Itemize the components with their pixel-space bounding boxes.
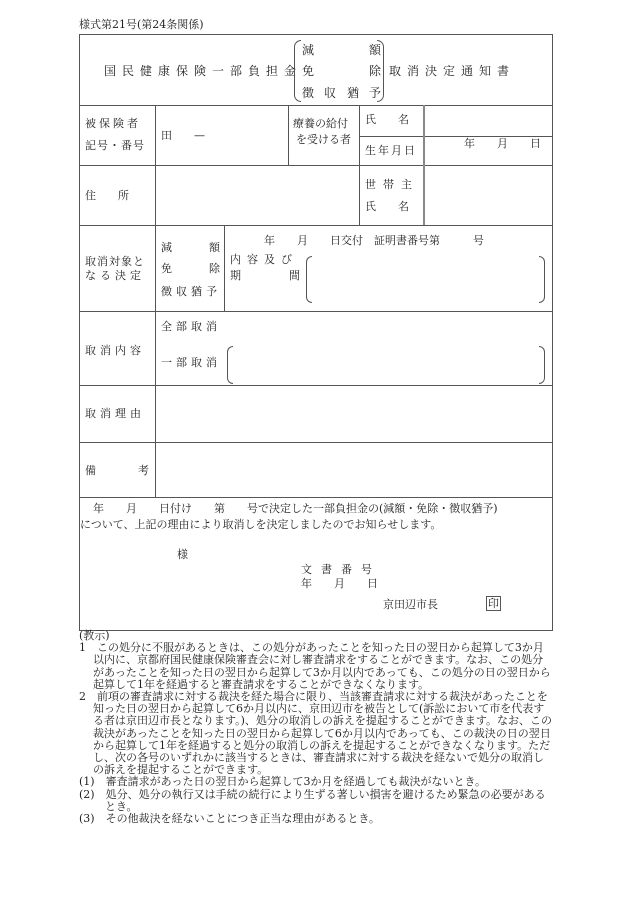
name-field[interactable]: [425, 106, 551, 135]
issuer-name: 京田辺市長: [383, 598, 438, 611]
remarks-label: 備: [85, 464, 96, 477]
title-suffix: 取消決定通知書: [389, 64, 516, 78]
household-head-label-1: 世帯主: [365, 178, 419, 191]
issue-date-label: 年 月 日: [301, 577, 378, 590]
instructions: [79, 630, 554, 825]
target-decision-label-2: なる決定: [85, 269, 145, 282]
content-period-label-3: 間: [289, 269, 300, 282]
instructions-heading: (教示): [79, 629, 110, 642]
divider: [155, 105, 156, 497]
insured-number-label-1: 被保険者: [85, 117, 141, 130]
birth-date-field[interactable]: 年 月 日: [464, 137, 541, 150]
type-deferral: 徴収猶予: [161, 285, 221, 298]
title-prefix: 国民健康保険一部負担金: [104, 64, 303, 78]
insured-number-value[interactable]: 田 —: [161, 129, 205, 142]
divider: [79, 497, 552, 498]
insured-number-label-2: 記号・番号: [85, 139, 145, 152]
seal-icon: 印: [488, 597, 499, 610]
option-full-cancel[interactable]: 全部取消: [161, 320, 221, 333]
divider: [288, 105, 289, 165]
divider: [79, 225, 552, 226]
instruction-item-1: 1 この処分に不服があるときは、この処分があったことを知った日の翌日から起算して3か月以内に、京都府国民健康保険審査会に対し審査請求をすることができます。なお、この処分があったことを知った日の翌日から起算して3か月以内であっても、この処分の日の翌日から起算して1年を経過すると審査請求をすることができなくなります。: [79, 641, 551, 691]
recipient-label-2: を受ける者: [296, 133, 351, 146]
instruction-sub-1: (1) 審査請求があった日の翌日から起算して3か月を経過しても裁決がないとき。: [79, 775, 487, 789]
content-period-label-1: 内容及び: [230, 253, 298, 266]
notice-line-1: 年 月 日付け 第 号で決定した一部負担金の(減額・免除・徴収猶予): [82, 502, 498, 515]
household-head-field[interactable]: [426, 166, 551, 224]
issue-date-number-line[interactable]: 年 月 日交付 証明書番号第 号: [264, 234, 484, 247]
recipient-label-1: 療養の給付: [293, 117, 348, 130]
form-label: 様式第21号(第24条関係): [79, 18, 204, 31]
address-field[interactable]: [157, 166, 357, 224]
content-period-label-2: 期: [230, 269, 241, 282]
type-reduction: 減: [161, 241, 172, 254]
remarks-label-2: 考: [138, 464, 149, 477]
name-label: 氏 名: [365, 113, 409, 126]
bracket-close: [539, 346, 545, 384]
instruction-sub-2: (2) 処分、処分の執行又は手続の続行により生ずる著しい損害を避けるため緊急の必要があるとき。: [79, 787, 546, 813]
option-exemption-2: 除: [369, 64, 382, 78]
partial-cancel-field[interactable]: [233, 347, 538, 382]
option-deferral-2: 収: [324, 86, 337, 100]
target-decision-label-1: 取消対象と: [85, 255, 145, 268]
divider: [79, 311, 552, 312]
instruction-sub-3: (3) その他裁決を経ないことにつき正当な理由があるとき。: [79, 812, 380, 826]
household-head-label-2: 氏 名: [365, 200, 409, 213]
cancel-content-label: 取消内容: [85, 344, 145, 357]
address-label: 住 所: [85, 189, 129, 202]
option-deferral-3: 猶: [347, 86, 360, 100]
option-deferral-4: 予: [369, 86, 382, 100]
type-reduction-2: 額: [209, 241, 220, 254]
option-exemption: 免: [302, 64, 315, 78]
type-exemption: 免: [161, 262, 172, 275]
bracket-open: [294, 40, 301, 102]
divider: [224, 225, 225, 311]
option-reduction: 減: [302, 43, 315, 57]
cancel-reason-field[interactable]: [157, 386, 551, 441]
remarks-field[interactable]: [157, 443, 551, 496]
type-exemption-2: 除: [209, 262, 220, 275]
content-period-field[interactable]: [312, 257, 538, 301]
divider: [359, 105, 360, 225]
option-deferral-1: 徴: [302, 86, 315, 100]
instruction-item-2: 2 前項の審査請求に対する裁決を経た場合に限り、当該審査請求に対する裁決があったことを知った日の翌日から起算して6か月以内に、京田辺市を被告として(訴訟において市を代表する者は京田辺市長となります。)、処分の取消しの訴えを提起することができます。なお、この裁決があったことを知った日の翌日から起算して6か月以内であっても、この裁決の日の翌日から起算して1年を経過すると処分の取消しの訴えを提起することができなくなります。ただし、次の各号のいずれかに該当するときは、審査請求に対する裁決を経ないで処分の取消しの訴えを提起することができます。: [79, 690, 553, 777]
birth-date-label: 生年月日: [365, 144, 417, 157]
cancel-reason-label: 取消理由: [85, 407, 145, 420]
bracket-close: [539, 256, 545, 303]
notice-line-2: について、上記の理由により取消しを決定しましたのでお知らせします。: [80, 518, 442, 531]
option-partial-cancel[interactable]: 一部取消: [161, 356, 221, 369]
document-number-label: 文書番号: [301, 563, 381, 576]
addressee-suffix: 様: [177, 548, 188, 561]
option-reduction-2: 額: [369, 43, 382, 57]
